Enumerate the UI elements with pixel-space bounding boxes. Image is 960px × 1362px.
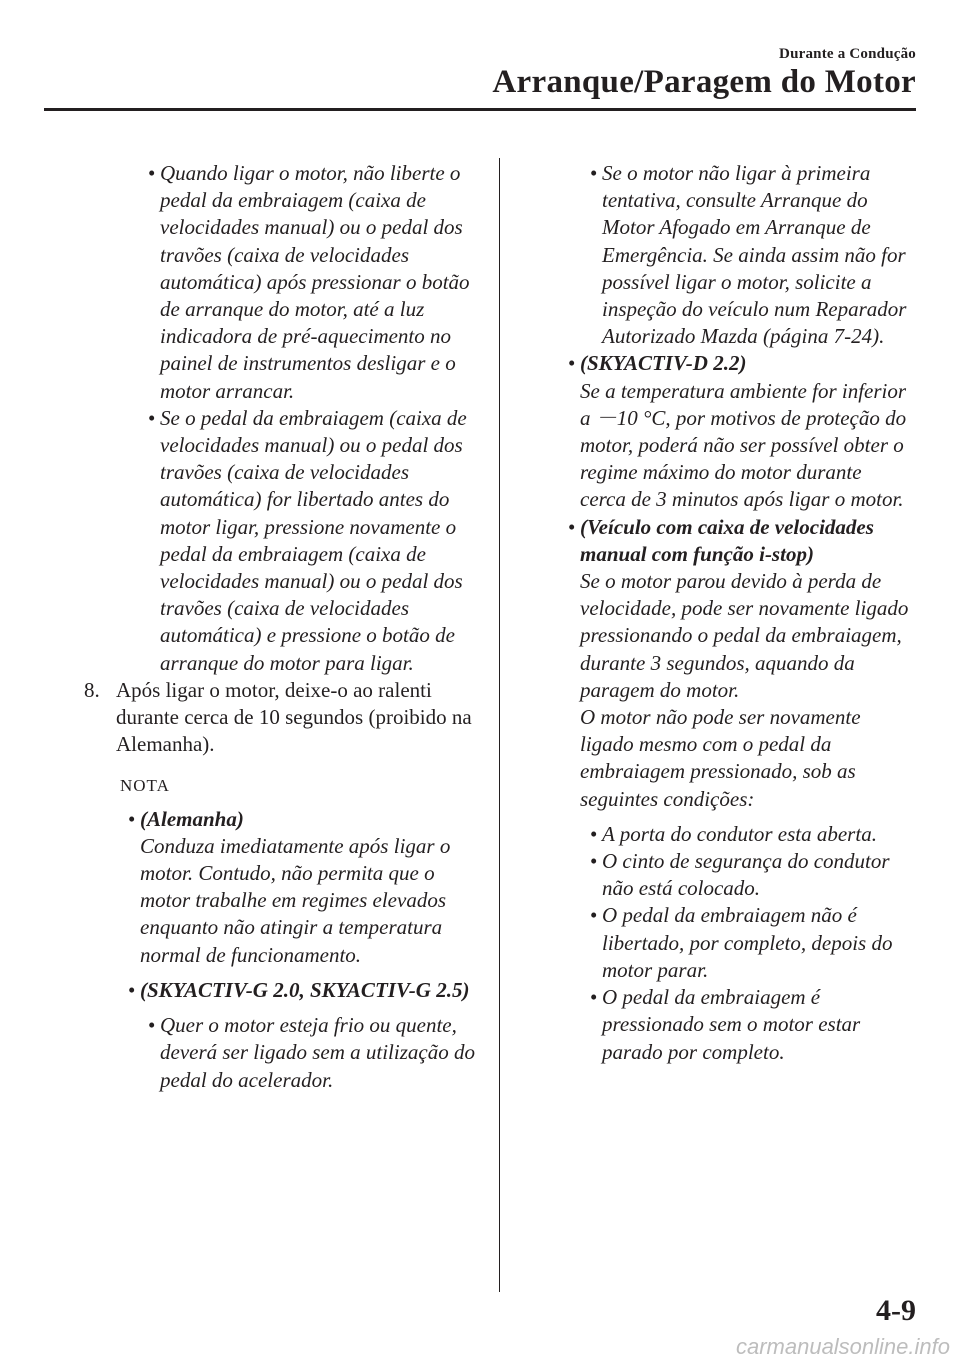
- condition-item: [590, 848, 918, 902]
- condition-text: A porta do condutor esta aberta.: [602, 821, 877, 846]
- condition-item: [590, 984, 918, 1066]
- header-section-label: Durante a Condução: [779, 46, 916, 62]
- bullet-icon: •: [148, 405, 156, 430]
- condition-text: O pedal da embraiagem é pressionado sem o motor estar parado por completo.: [602, 985, 861, 1064]
- note-bullet-item: [148, 160, 480, 405]
- flooded-note-item: [590, 160, 918, 350]
- skyactiv-d-text: Se a temperatura ambiente for inferior a －10 °C, por motivos de proteção do motor, poderá não ser possível obter o regime máximo do motor durante cerca de 3 minutos após ligar o motor.: [580, 378, 907, 512]
- step-item: [84, 677, 476, 759]
- skyactiv-g-sub-item: [148, 1012, 480, 1094]
- condition-item: [590, 902, 918, 984]
- istop-text-2: O motor não pode ser novamente ligado mesmo com o pedal da embraiagem pressionado, sob as seguintes condições:: [580, 705, 861, 811]
- bullet-icon: •: [590, 985, 598, 1010]
- bullet-icon: •: [590, 849, 598, 874]
- condition-text: O pedal da embraiagem não é libertado, por completo, depois do motor parar.: [602, 903, 893, 982]
- step-text: Após ligar o motor, deixe-o ao ralenti durante cerca de 10 segundos (proibido na Alemanha).: [116, 677, 472, 757]
- column-divider: [499, 158, 500, 1292]
- skyactiv-g-bullet-item: [128, 977, 470, 1004]
- skyactiv-d-heading: (SKYACTIV-D 2.2): [580, 351, 747, 376]
- page-number: 4-9: [876, 1294, 916, 1327]
- bullet-icon: •: [590, 903, 598, 928]
- bullet-icon: •: [128, 977, 136, 1002]
- istop-bullet-item: [568, 514, 910, 813]
- note-bullet-item: [148, 405, 480, 677]
- bullet-icon: •: [568, 351, 576, 376]
- note-text: Se o pedal da embraiagem (caixa de velocidades manual) ou o pedal dos travões (caixa de velocidades automática) for libertado antes do motor ligar, pressione novamente o pedal da embraiagem (caixa de velocidades manual) ou o pedal dos travões (caixa de velocidades automática) e pressione o botão de arranque do motor para ligar.: [160, 405, 467, 675]
- watermark: carmanualsonline.info: [735, 1334, 950, 1359]
- bullet-icon: •: [128, 806, 136, 831]
- bullet-icon: •: [590, 161, 598, 185]
- note-text: Quando ligar o motor, não liberte o pedal da embraiagem (caixa de velocidades manual) ou o pedal dos travões (caixa de velocidades automática) após pressionar o botão de arranque do motor, até a luz indicadora de pré-aquecimento no painel de instrumentos desligar e o motor arrancar.: [160, 161, 470, 403]
- flooded-note-text: Se o motor não ligar à primeira tentativa, consulte Arranque do Motor Afogado em Arranque de Emergência. Se ainda assim não for possível ligar o motor, solicite a inspeção do veículo num Reparador Autorizado Mazda (página 7-24).: [602, 161, 907, 349]
- germany-heading: (Alemanha): [140, 806, 244, 831]
- header-rule: [44, 108, 916, 111]
- condition-item: [590, 821, 918, 848]
- skyactiv-g-heading: (SKYACTIV-G 2.0, SKYACTIV-G 2.5): [140, 977, 470, 1002]
- skyactiv-d-bullet-item: [568, 350, 910, 513]
- condition-text: O cinto de segurança do condutor não está colocado.: [602, 849, 890, 901]
- istop-text-1: Se o motor parou devido à perda de velocidade, pode ser novamente ligado pressionando o pedal da embraiagem, durante 3 segundos, aquando da paragem do motor.: [580, 569, 909, 702]
- step-number: 8.: [84, 677, 100, 702]
- germany-text: Conduza imediatamente após ligar o motor. Contudo, não permita que o motor trabalhe em regimes elevados enquanto não atingir a temperatura normal de funcionamento.: [140, 833, 451, 967]
- skyactiv-g-sub-text: Quer o motor esteja frio ou quente, deverá ser ligado sem a utilização do pedal do acelerador.: [160, 1013, 475, 1092]
- bullet-icon: •: [568, 514, 576, 539]
- left-column: [84, 160, 484, 1094]
- page-title: Arranque/Paragem do Motor: [492, 64, 916, 100]
- bullet-icon: •: [590, 821, 598, 846]
- bullet-icon: •: [148, 1013, 156, 1038]
- right-column: [558, 160, 918, 1066]
- bullet-icon: •: [148, 161, 156, 185]
- istop-heading: (Veículo com caixa de velocidades manual com função i-stop): [580, 514, 874, 566]
- germany-bullet-item: [128, 806, 476, 969]
- nota-label: NOTA: [120, 776, 170, 796]
